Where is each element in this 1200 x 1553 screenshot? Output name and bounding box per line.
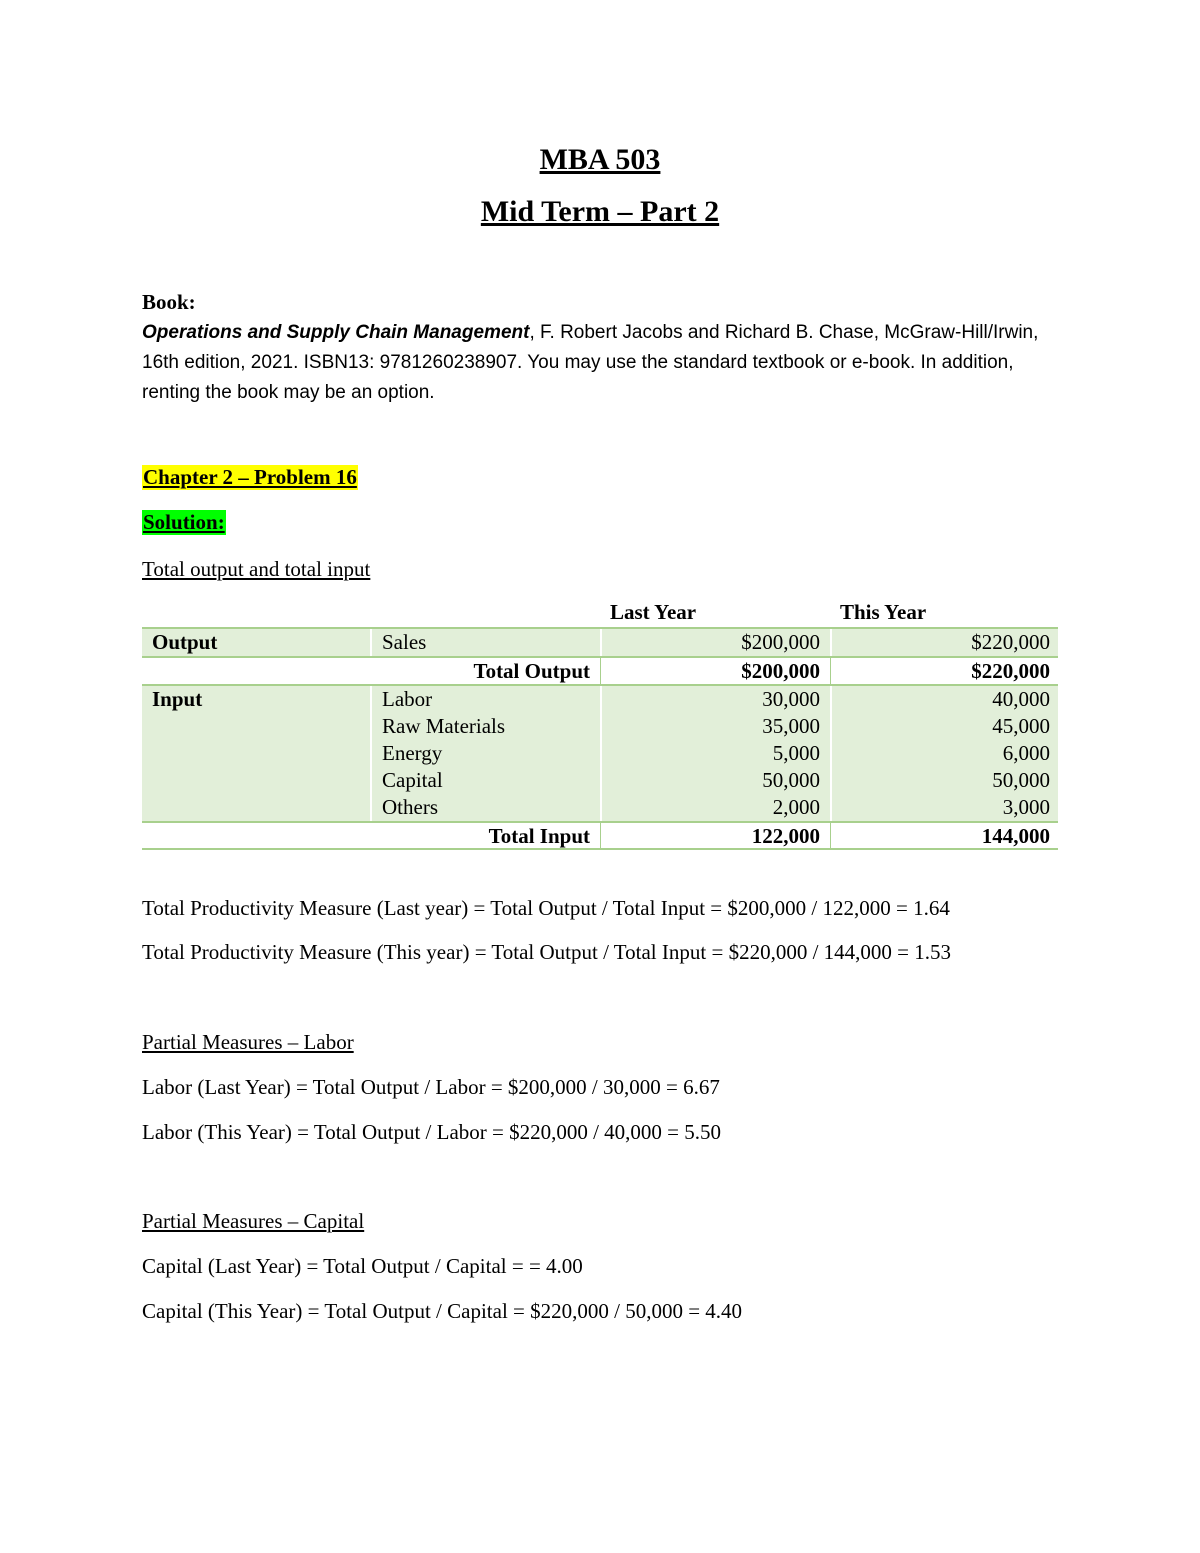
solution-heading: Solution: <box>143 510 225 534</box>
input-this-year: 45,000 <box>992 714 1050 738</box>
table-row <box>142 658 1058 684</box>
capital-this-year: Capital (This Year) = Total Output / Capital = $220,000 / 50,000 = 4.40 <box>142 1299 743 1323</box>
labor-section-title: Partial Measures – Labor <box>142 1030 354 1054</box>
input-this-year: 6,000 <box>1002 741 1050 765</box>
column-header-this-year: This Year <box>840 600 927 624</box>
output-group-label: Output <box>142 629 370 656</box>
total-productivity-last-year: Total Productivity Measure (Last year) = Total Output / Total Input = $200,000 / 122,000 = 1.64 <box>142 896 950 920</box>
book-citation <box>142 318 1052 408</box>
total-input-last-year: 122,000 <box>600 823 830 849</box>
row-last-year: $200,000 <box>600 629 830 656</box>
input-this-year: 50,000 <box>992 768 1050 792</box>
input-last-year: 2,000 <box>772 795 820 819</box>
total-productivity-this-year: Total Productivity Measure (This year) = Total Output / Total Input = $220,000 / 144,000 = 1.53 <box>142 940 951 964</box>
input-last-year-values <box>600 686 830 821</box>
labor-this-year: Labor (This Year) = Total Output / Labor = $220,000 / 40,000 = 5.50 <box>142 1120 722 1144</box>
chapter-heading: Chapter 2 – Problem 16 <box>143 465 357 489</box>
input-this-year-values <box>830 686 1058 821</box>
total-output-label: Total Output <box>473 659 590 683</box>
book-title: Operations and Supply Chain Management <box>142 322 530 343</box>
input-last-year: 5,000 <box>772 741 820 765</box>
input-last-year: 30,000 <box>762 687 820 711</box>
row-item: Sales <box>370 629 600 656</box>
total-output-this-year: $220,000 <box>830 658 1058 684</box>
book-label: Book: <box>142 290 196 314</box>
input-item: Labor <box>382 687 433 711</box>
column-header-last-year: Last Year <box>610 600 697 624</box>
book-details: , F. Robert Jacobs and Richard B. Chase, McGraw-Hill/Irwin, 16th edition, 2021. ISBN13: 9781260238907. You may use the standard textbook or e-book. In addition, renting the book may be an option. <box>142 322 1039 403</box>
input-last-year: 35,000 <box>762 714 820 738</box>
table-section-title: Total output and total input <box>142 557 371 581</box>
input-group-label: Input <box>142 686 370 821</box>
input-last-year: 50,000 <box>762 768 820 792</box>
total-input-this-year: 144,000 <box>830 823 1058 849</box>
input-items <box>370 686 600 821</box>
table-row <box>142 629 1058 656</box>
table-row <box>142 823 1058 849</box>
capital-section-title: Partial Measures – Capital <box>142 1209 365 1233</box>
total-input-label: Total Input <box>488 824 590 848</box>
input-block <box>142 686 1058 821</box>
input-item: Others <box>382 795 438 819</box>
row-this-year: $220,000 <box>830 629 1058 656</box>
exam-title: Mid Term – Part 2 <box>480 195 720 228</box>
total-output-last-year: $200,000 <box>600 658 830 684</box>
input-this-year: 3,000 <box>1002 795 1050 819</box>
labor-last-year: Labor (Last Year) = Total Output / Labor = $200,000 / 30,000 = 6.67 <box>142 1075 720 1099</box>
input-item: Capital <box>382 768 443 792</box>
input-item: Raw Materials <box>382 714 506 738</box>
input-this-year: 40,000 <box>992 687 1050 711</box>
course-title: MBA 503 <box>539 143 661 176</box>
capital-last-year: Capital (Last Year) = Total Output / Capital = = 4.00 <box>142 1254 583 1278</box>
table-rule <box>142 848 1058 850</box>
input-item: Energy <box>382 741 443 765</box>
